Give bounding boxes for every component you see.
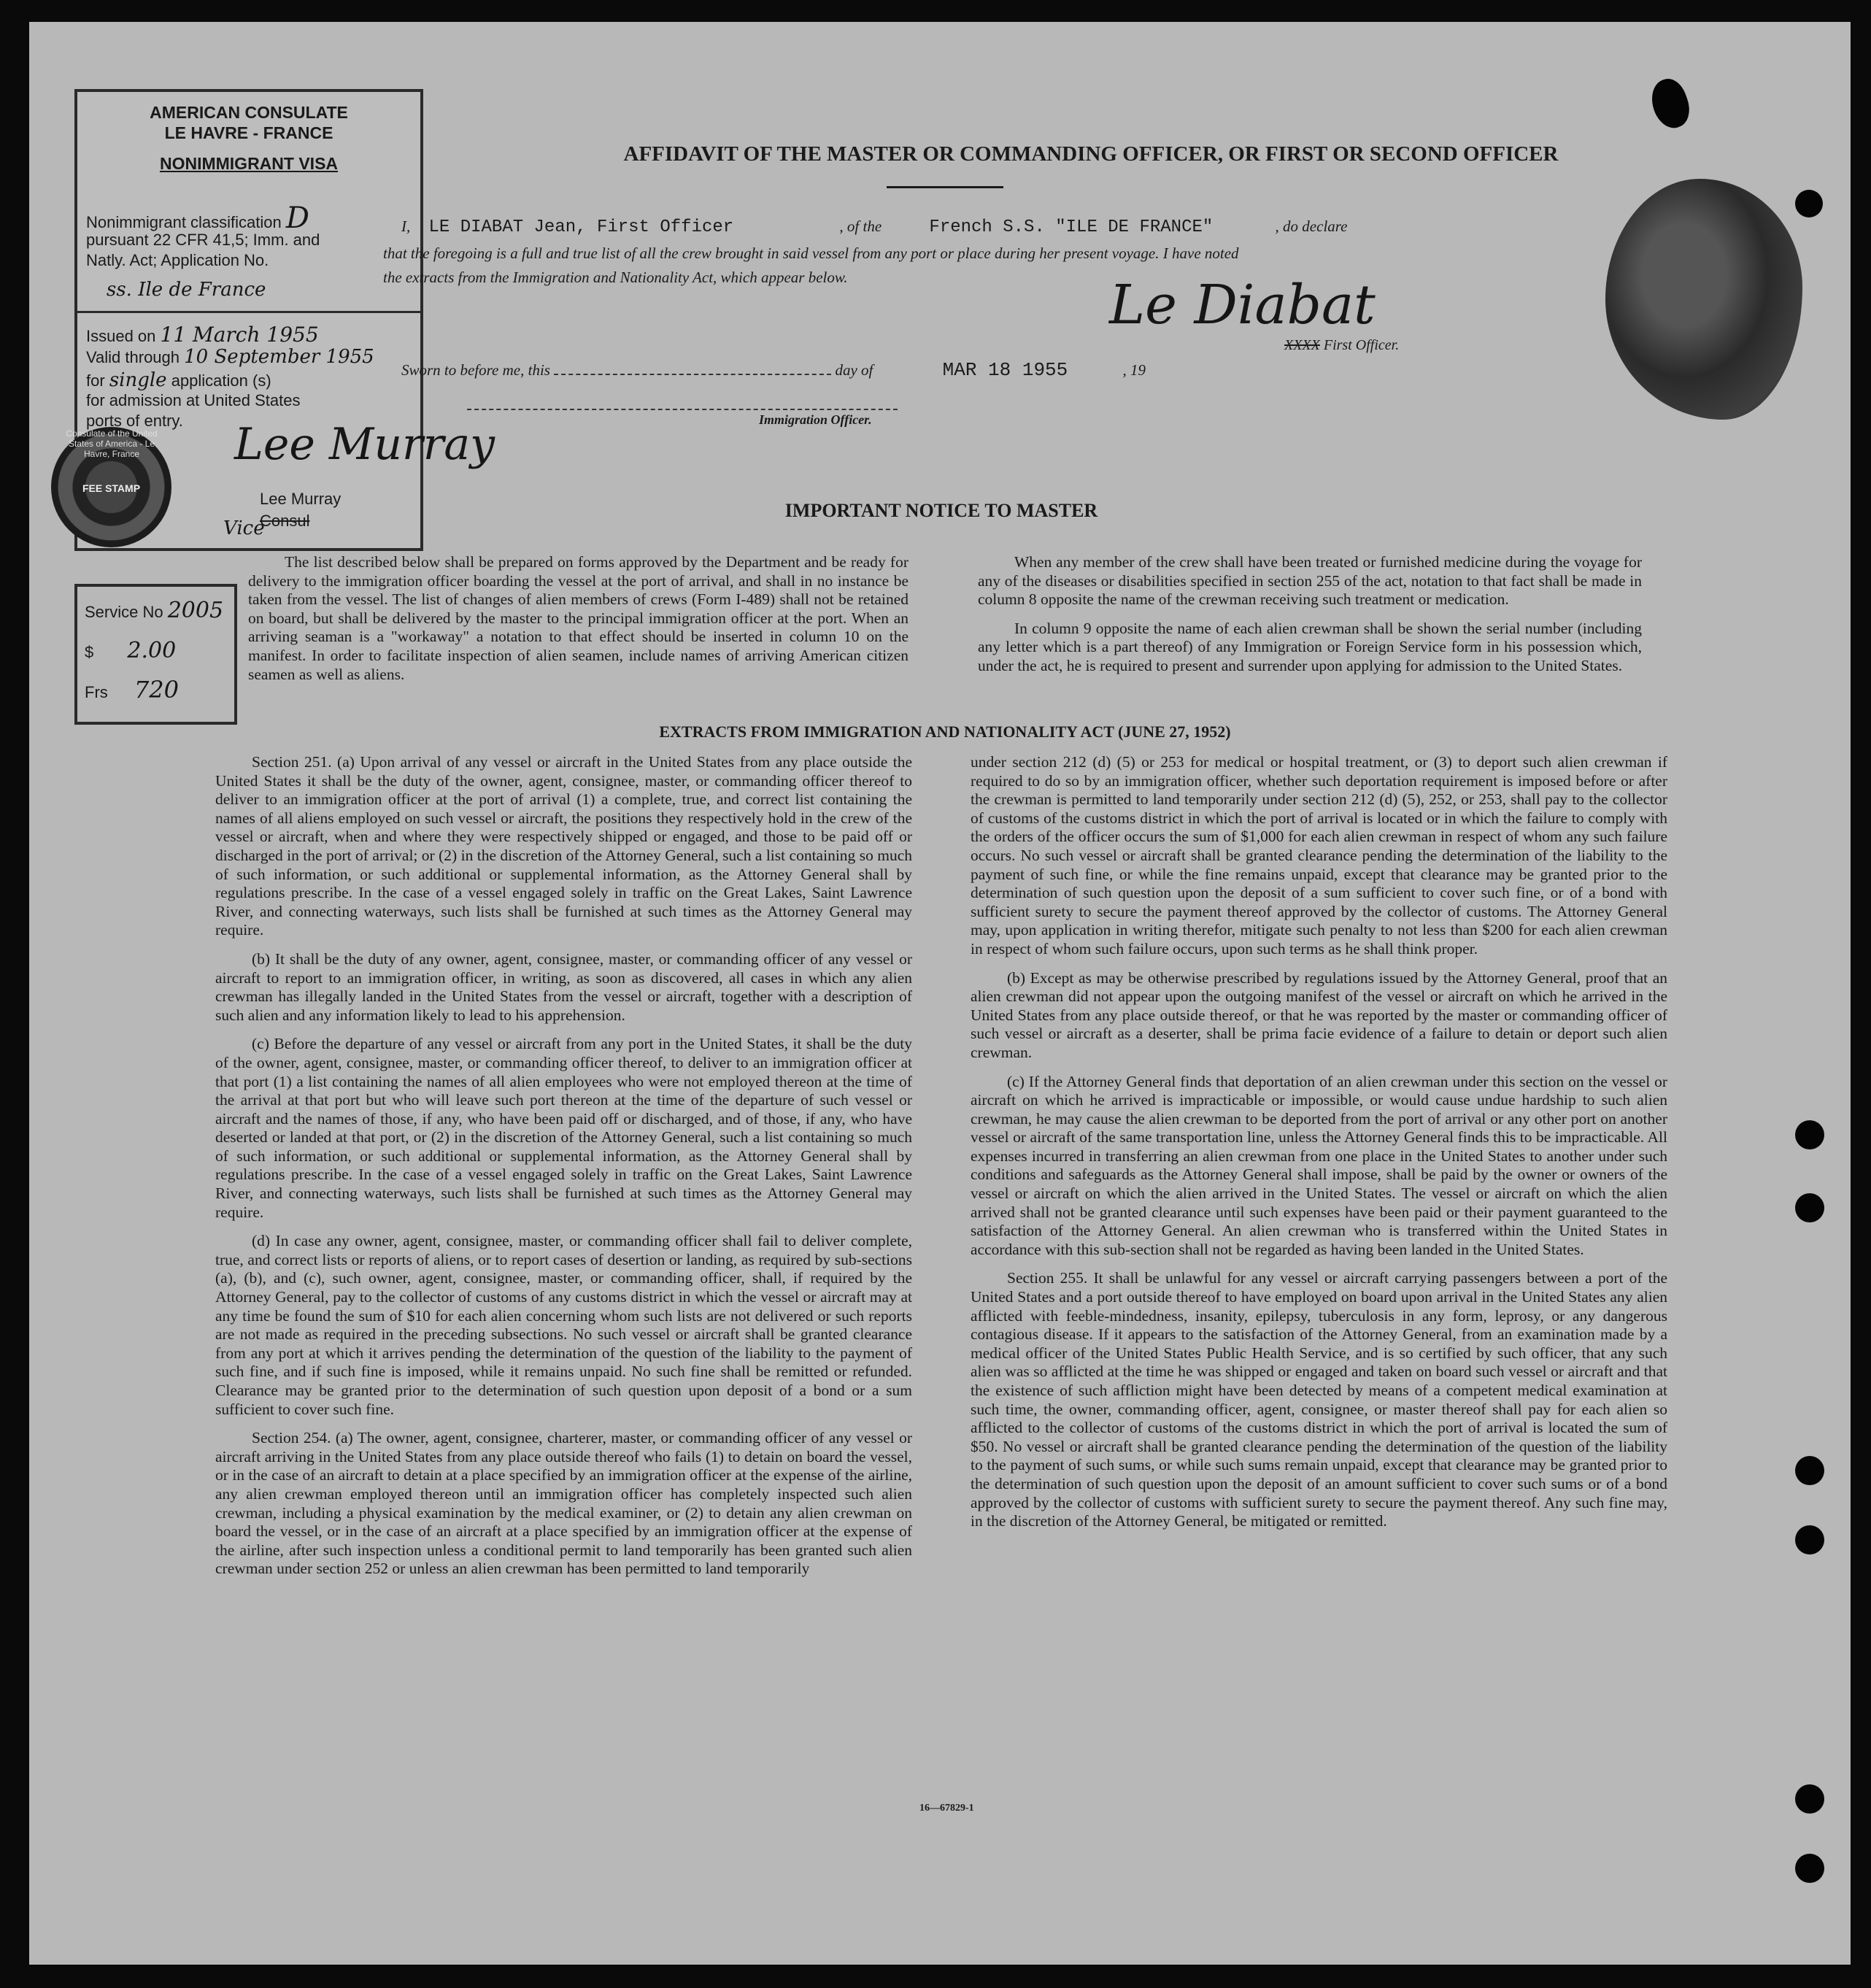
extract-paragraph: (b) Except as may be otherwise prescribed by regulations issued by the Attorney General, proof that an alien crewman did not appear upon the outgoing manifest of the vessel or aircraft on which he arrived in the United States from any place outside thereof, or that he was reported by the master or commanding officer of such vessel or aircraft as a deserter, shall be prima facie evidence of a failure to detain or deport such alien crewman. xyxy=(971,968,1667,1061)
stamp-pursuant: pursuant 22 CFR 41,5; Imm. and xyxy=(86,231,320,249)
officer-label: XXXX First Officer. xyxy=(1284,337,1400,353)
stamp-application-handwritten: ss. Ile de France xyxy=(107,279,266,301)
extract-paragraph: (c) If the Attorney General finds that deportation of an alien crewman under this section on the vessel or aircraft on which he arrived is impracticable or impossible, or would cause undue hardship to such alien crewman, he may cause the alien crewman to be deported from the port of arrival or any other port on another vessel or aircraft of the same transportation line, unless the Attorney General finds this to be impracticable. All expenses incurred in transferring an alien crewman from one place in the United States to another under such conditions and safeguards as the Attorney General shall impose, shall be paid by the owner or owners of the vessel or aircraft on which the alien arrived in the United States. The vessel or aircraft on which the alien arrived shall not be granted clearance until such expenses have been paid or their payment guaranteed to the satisfaction of the Attorney General. An alien crewman who is transferred within the United States in accordance with this sub-section shall not be regarded as having been landed in the United States. xyxy=(971,1072,1667,1258)
stamp-divider xyxy=(77,311,420,313)
stamp-admission: for admission at United States xyxy=(86,391,301,409)
officer-signature: Le Diabat xyxy=(1109,274,1376,336)
notice-paragraph: When any member of the crew shall have been treated or furnished medicine during the voyage for any of the diseases or disabilities specified in section 255 of the act, notation to that fact shall be made in column 8 opposite the name of the crewman receiving such treatment or medication. xyxy=(978,553,1642,609)
notice-title: IMPORTANT NOTICE TO MASTER xyxy=(784,500,1098,521)
seal-ring-text: Consulate of the United States of America - Le Havre, France xyxy=(66,428,158,459)
stamp-for: for single application (s) xyxy=(86,369,271,391)
stamp-nationality: Natly. Act; Application No. xyxy=(86,251,269,269)
stamp-valid: Valid through 10 September 1955 xyxy=(86,346,374,368)
extracts-left-column xyxy=(215,753,912,1589)
extracts-right-column xyxy=(971,753,1667,1541)
extracts-title: EXTRACTS FROM IMMIGRATION AND NATIONALITY ACT (JUNE 27, 1952) xyxy=(659,723,1231,741)
stamp-issued: Issued on 11 March 1955 xyxy=(86,323,319,347)
affidavit-declaration: I, LE DIABAT Jean, First Officer , of the French S.S. "ILE DE FRANCE" , do declare xyxy=(401,217,1348,237)
stamp-visa-type: NONIMMIGRANT VISA xyxy=(159,154,339,173)
binding-hole xyxy=(1646,74,1695,133)
stamp-consulate: AMERICAN CONSULATE xyxy=(150,103,348,122)
consul-vice-handwritten: Vice xyxy=(223,517,265,539)
punch-hole xyxy=(1795,1784,1824,1814)
extract-paragraph: under section 212 (d) (5) or 253 for medical or hospital treatment, or (3) to deport such alien crewman if required to do so by an immigration officer, whether such deportation requirement is imposed before or after the crewman is permitted to land temporarily under section 212 (d) (5), 252, or 253, shall pay to the collector of customs of the customs district in which the port of arrival is located or in which the failure to comply with the orders of the officer occurs the sum of $1,000 for each alien crewman in respect of whom any such failure occurs. No such vessel or aircraft shall be granted clearance pending the determination of the liability to the payment of such fine, or while the fine remains unpaid, except that clearance may be granted prior to the determination of such question upon the deposit of a sum sufficient to cover such fine, or of a bond with sufficient surety to secure the payment thereof approved by the collector of customs. The Attorney General may, upon application in writing therefor, mitigate such penalty to not less than $200 for each alien crewman in respect of whom such failure occurs, upon such terms as he shall think proper. xyxy=(971,753,1667,958)
service-fee-box xyxy=(74,584,237,725)
immigration-officer-line xyxy=(467,409,898,410)
notice-paragraph: The list described below shall be prepared on forms approved by the Department and be ready for delivery to the immigration officer boarding the vessel at the port of arrival, and shall in no instance be taken from the vessel. The list of changes of alien members of crews (Form I-489) shall not be retained on board, but shall be delivered by the master to the principal immigration officer at the port. When an arriving seaman is a "workaway" a notation to that effect should be inserted in column 10 on the manifest. In order to facilitate inspection of alien seamen, include names of arriving American citizen seamen as well as aliens. xyxy=(248,553,909,683)
notice-left-column xyxy=(248,553,909,694)
fee-dollars: $ 2.00 xyxy=(85,638,177,663)
punch-hole xyxy=(1795,190,1823,217)
consul-name: Lee Murray xyxy=(260,490,342,508)
punch-hole xyxy=(1795,1193,1824,1222)
notice-right-column xyxy=(978,553,1642,686)
title-rule xyxy=(887,186,1003,188)
stamp-city: LE HAVRE - FRANCE xyxy=(164,123,333,142)
sworn-line: Sworn to before me, this day of MAR 18 1955 , 19 xyxy=(401,359,1146,381)
consular-fee-seal xyxy=(51,427,171,547)
stamp-classification: Nonimmigrant classification D xyxy=(86,201,309,235)
officer-name: LE DIABAT Jean, First Officer xyxy=(428,217,734,237)
seal-stamp-label: FEE STAMP xyxy=(82,482,141,494)
stamp-ports: ports of entry. xyxy=(86,412,183,430)
punch-hole xyxy=(1795,1120,1824,1149)
extract-paragraph: Section 251. (a) Upon arrival of any vessel or aircraft in the United States from any place outside the United States it shall be the duty of the owner, agent, consignee, master, or commanding officer thereof to deliver to an immigration officer at the port of arrival (1) a complete, true, and correct list containing the names of all aliens employed on such vessel or aircraft, the positions they respectively hold in the crew of the vessel or aircraft, when and where they were respectively shipped or engaged, and those to be paid off or discharged in the port of arrival; or (2) in the discretion of the Attorney General, such a list containing so much of such information, or such additional or supplemental information, as the Attorney General shall by regulations prescribe. In the case of a vessel engaged solely in traffic on the Great Lakes, Saint Lawrence River, and connecting waterways, such lists shall be furnished at such times as the Attorney General may require. xyxy=(215,753,912,939)
form-number: 16—67829-1 xyxy=(919,1803,974,1814)
punch-hole xyxy=(1795,1525,1824,1554)
extract-paragraph: Section 255. It shall be unlawful for any vessel or aircraft carrying passengers between a port of the United States and a port outside thereof to have employed on board upon arrival in the United States any alien afflicted with feeble-mindedness, insanity, epilepsy, tuberculosis in any form, leprosy, or any dangerous contagious disease. If it appears to the satisfaction of the Attorney General, from an examination made by a medical officer of the United States Public Health Service, and is so certified by such officer, that any such alien was so afflicted at the time he was shipped or engaged and taken on board such vessel or aircraft and that the existence of such affliction might have been detected by means of a competent medical examination at such time, the owner, commanding officer, agent, consignee, or master thereof shall pay for each alien so afflicted to the collector of customs of the customs district in which the port of arrival is located the sum of $50. No vessel or aircraft shall be granted clearance pending the determination of the question of the liability to the payment of such sums, or while such sums remain unpaid, except that clearance may be granted prior to the determination of such question upon the deposit of an amount sufficient to cover such sums or of a bond approved by the collector of customs with sufficient surety to secure the payment thereof. Any such fine may, in the discretion of the Attorney General, be mitigated or remitted. xyxy=(971,1269,1667,1530)
extract-paragraph: Section 254. (a) The owner, agent, consignee, charterer, master, or commanding officer of any vessel or aircraft arriving in the United States from any place outside thereof who fails (1) to detain on board the vessel, or in the case of an aircraft to detain at a place specified by an immigration officer at the expense of the airline, any alien crewman employed thereon until an immigration officer has completely inspected such alien crewman, including a physical examination by the medical examiner, or (2) to detain any alien crewman on board the vessel, or in the case of an aircraft at a place specified by an immigration officer at the expense of the airline, after such inspection unless a conditional permit to land temporarily has been granted such alien crewman under section 252 or unless an alien crewman has been permitted to land temporarily xyxy=(215,1429,912,1578)
extract-paragraph: (c) Before the departure of any vessel or aircraft from any port in the United States, it shall be the duty of the owner, agent, consignee, master, or commanding officer thereof, to deliver to an immigration officer at that port (1) a list containing the names of all alien employees who were not employed thereon at the time of the arrival at that port but who will leave such port thereon at the time of the departure of such vessel or aircraft and the names of those, if any, who have been paid off or discharged, and of those, if any, who have deserted or landed at that port, or (2) in the discretion of the Attorney General, such a list containing so much of such information, or such additional or supplemental information, as the Attorney General shall by regulations prescribe. In the case of a vessel engaged solely in traffic on the Great Lakes, Saint Lawrence River, and connecting waterways, such lists shall be furnished at such times as the Attorney General may require. xyxy=(215,1035,912,1221)
extract-paragraph: (d) In case any owner, agent, consignee, master, or commanding officer shall fail to deliver complete, true, and correct lists or reports of aliens, or to report cases of desertion or landing, as required by sub-sections (a), (b), and (c), such owner, agent, consignee, master, or commanding officer, shall, if required by the Attorney General, pay to the collector of customs of any customs district in which the vessel or aircraft may at any time be found the sum of $10 for each alien concerning whom such lists are not delivered or such reports are not made as required in the preceding subsections. No such vessel or aircraft shall be granted clearance from any port at which it arrives pending the determination of the question of the liability to the payment of such fine, and if such fine is imposed, while it remains unpaid. No such fine shall be remitted or refunded. Clearance may be granted prior to the determination of such question upon deposit of a bond or a sum sufficient to cover such fine. xyxy=(215,1232,912,1418)
notice-paragraph: In column 9 opposite the name of each alien crewman shall be shown the serial number (including any letter which is a part thereof) of any Immigration or Foreign Service form in his possession which, under the act, he is required to present and surrender upon applying for admission to the United States. xyxy=(978,619,1642,674)
consul-signature: Lee Murray xyxy=(234,419,495,470)
punch-hole xyxy=(1795,1854,1824,1883)
service-number: Service No 2005 xyxy=(85,598,224,623)
fee-francs: Frs 720 xyxy=(85,676,179,704)
extract-paragraph: (b) It shall be the duty of any owner, agent, consignee, master, or commanding officer of any vessel or aircraft to report to an immigration officer, in writing, as soon as discovered, all cases in which any alien crewman has illegally landed in the United States from the vessel or aircraft, together with a description of such alien and any information likely to lead to his apprehension. xyxy=(215,949,912,1024)
affidavit-title: AFFIDAVIT OF THE MASTER OR COMMANDING OFFICER, OR FIRST OR SECOND OFFICER xyxy=(623,142,1559,166)
immigration-officer-label: Immigration Officer. xyxy=(759,412,872,427)
consul-title: Consul xyxy=(260,512,310,530)
affidavit-line-2: that the foregoing is a full and true list of all the crew brought in said vessel from any port or place during her present voyage. I have noted xyxy=(383,244,1239,262)
vessel-name: French S.S. "ILE DE FRANCE" xyxy=(929,217,1214,237)
scanned-document xyxy=(29,22,1851,1965)
date-stamp: MAR 18 1955 xyxy=(942,359,1068,381)
punch-hole xyxy=(1795,1456,1824,1485)
wax-seal-blot xyxy=(1605,179,1802,420)
affidavit-line-3: the extracts from the Immigration and Nationality Act, which appear below. xyxy=(383,269,848,286)
